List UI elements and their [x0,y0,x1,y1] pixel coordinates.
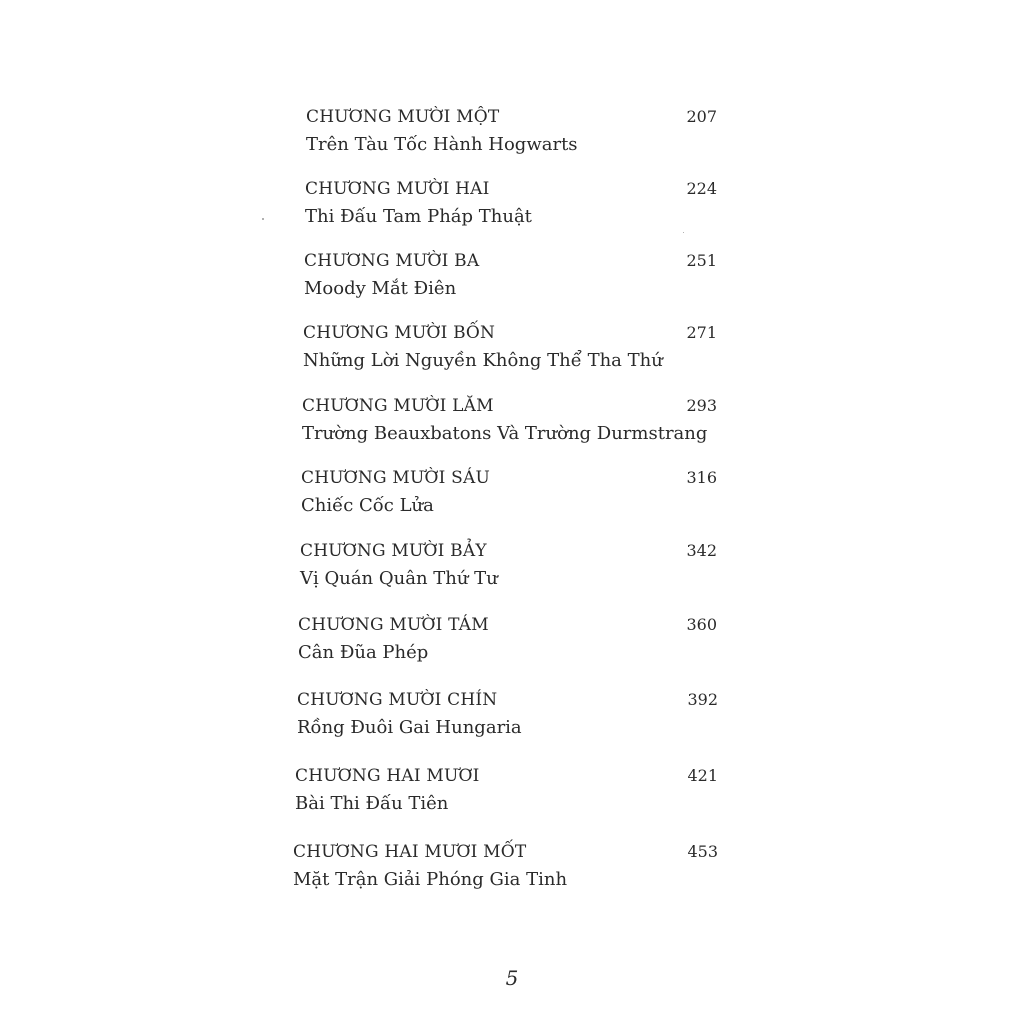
chapter-heading: CHƯƠNG HAI MƯƠI [295,766,480,786]
chapter-page-number: 360 [686,615,717,634]
chapter-title: Moody Mắt Điên [304,278,457,299]
chapter-page-number: 342 [686,541,717,560]
chapter-page-number: 293 [686,396,717,415]
chapter-page-number: 251 [686,251,717,270]
chapter-heading: CHƯƠNG MƯỜI BỐN [303,323,496,343]
toc-entry [301,468,717,528]
chapter-page-number: 316 [686,468,717,487]
chapter-heading: CHƯƠNG MƯỜI BA [304,251,480,271]
toc-entry [305,179,717,239]
chapter-page-number: 224 [686,179,717,198]
toc-entry [300,541,717,601]
chapter-title: Chiếc Cốc Lửa [301,495,434,516]
paper-speck [262,218,264,220]
chapter-heading: CHƯƠNG MƯỜI HAI [305,179,490,199]
chapter-heading: CHƯƠNG MƯỜI CHÍN [297,690,498,710]
chapter-page-number: 421 [687,766,718,785]
chapter-heading: CHƯƠNG MƯỜI LĂM [302,396,494,416]
chapter-title: Rồng Đuôi Gai Hungaria [297,717,522,738]
toc-entry [298,615,717,675]
chapter-heading: CHƯƠNG MƯỜI TÁM [298,615,489,635]
chapter-page-number: 271 [686,323,717,342]
toc-entry [302,396,717,456]
toc-entry [304,251,717,311]
toc-entry [306,107,717,167]
chapter-title: Bài Thi Đấu Tiên [295,793,449,814]
chapter-title: Mặt Trận Giải Phóng Gia Tinh [293,869,568,890]
chapter-heading: CHƯƠNG MƯỜI MỘT [306,107,500,127]
page-number: 5 [505,966,519,990]
paper-speck [683,232,684,233]
chapter-heading: CHƯƠNG MƯỜI BẢY [300,541,487,561]
chapter-title: Vị Quán Quân Thứ Tư [300,568,498,589]
chapter-title: Trường Beauxbatons Và Trường Durmstrang [302,423,708,444]
toc-entry [293,842,718,902]
chapter-title: Thi Đấu Tam Pháp Thuật [305,206,532,227]
chapter-title: Cân Đũa Phép [298,642,429,663]
chapter-page-number: 453 [687,842,718,861]
chapter-heading: CHƯƠNG MƯỜI SÁU [301,468,490,488]
chapter-title: Những Lời Nguyền Không Thể Tha Thứ [303,350,663,371]
toc-entry [295,766,718,826]
chapter-heading: CHƯƠNG HAI MƯƠI MỐT [293,842,527,862]
chapter-page-number: 207 [686,107,717,126]
chapter-page-number: 392 [687,690,718,709]
toc-entry [303,323,717,383]
chapter-title: Trên Tàu Tốc Hành Hogwarts [306,134,578,155]
toc-entry [297,690,718,750]
